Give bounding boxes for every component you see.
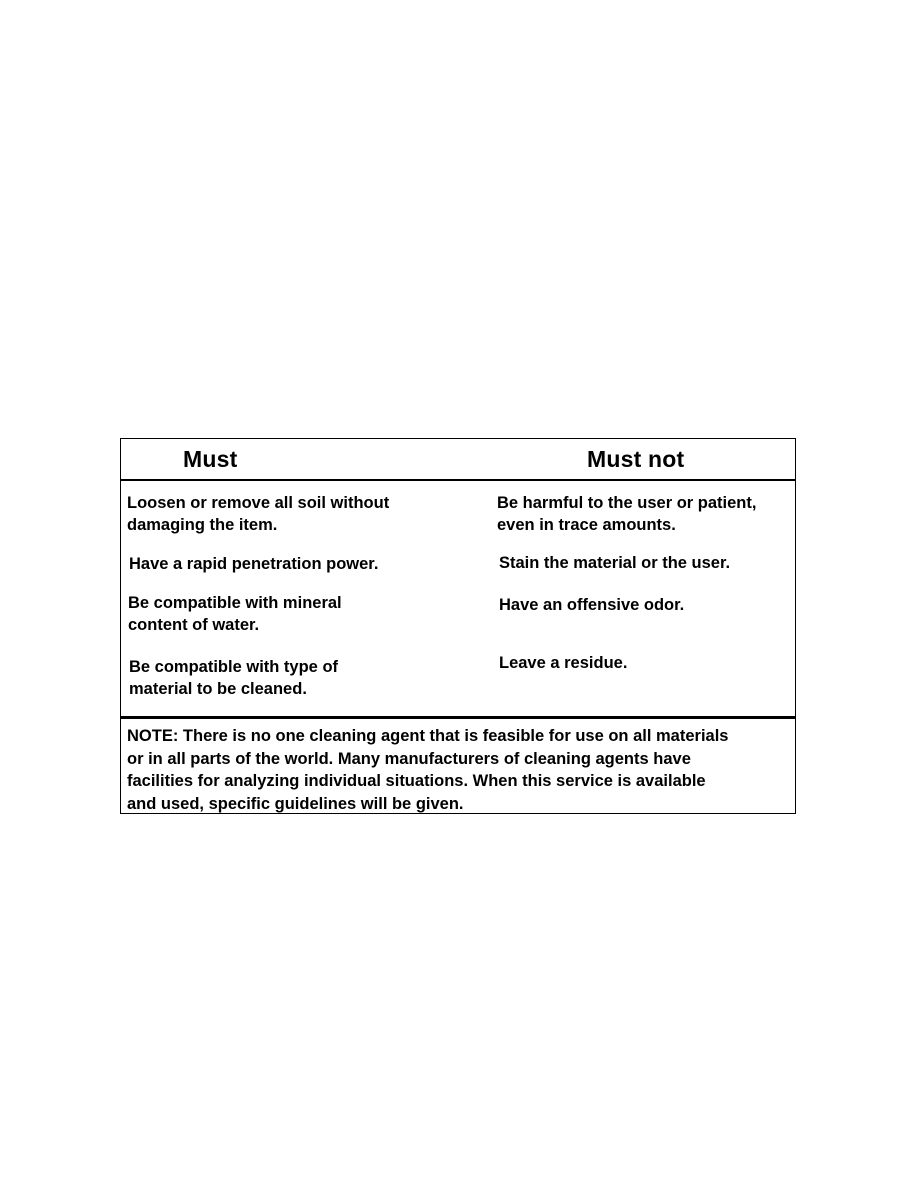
must-item-4-line-2: material to be cleaned.: [129, 680, 307, 698]
must-item-1-line-2: damaging the item.: [127, 516, 278, 534]
must-item-3-line-1: Be compatible with mineral: [128, 594, 342, 612]
note-divider: [121, 716, 795, 719]
must-item-1-line-1: Loosen or remove all soil without: [127, 494, 390, 512]
must-item-4-line-1: Be compatible with type of: [129, 658, 339, 676]
note-line-1: NOTE: There is no one cleaning agent that is feasible for use on all materials: [127, 727, 729, 745]
note-line-2: or in all parts of the world. Many manufacturers of cleaning agents have: [127, 749, 691, 768]
column-header-must: Must: [183, 446, 238, 472]
must-not-item-1: [497, 492, 756, 536]
note-line-4: and used, specific guidelines will be given.: [127, 794, 464, 813]
column-header-must-not: Must not: [587, 446, 685, 472]
must-item-4: [129, 656, 338, 700]
must-not-item-1-line-2: even in trace amounts.: [497, 516, 676, 534]
must-item-2-line-1: Have a rapid penetration power.: [129, 555, 379, 573]
must-item-1: [127, 492, 389, 536]
must-not-item-2-line-1: Stain the material or the user.: [499, 554, 731, 572]
cleaning-agent-requirements-table: [120, 438, 796, 814]
must-not-item-4-line-1: Leave a residue.: [499, 654, 628, 672]
must-item-2: [129, 553, 378, 575]
must-item-3: [128, 592, 342, 636]
must-not-item-3-line-1: Have an offensive odor.: [499, 596, 685, 614]
note-line-3: facilities for analyzing individual situations. When this service is available: [127, 772, 706, 790]
must-not-item-3: [499, 594, 684, 616]
must-not-item-1-line-1: Be harmful to the user or patient,: [497, 494, 757, 512]
note-text: [127, 725, 793, 815]
must-not-item-2: [499, 552, 730, 574]
must-item-3-line-2: content of water.: [128, 616, 260, 634]
must-not-item-4: [499, 652, 627, 674]
table-header-row: [121, 439, 795, 481]
